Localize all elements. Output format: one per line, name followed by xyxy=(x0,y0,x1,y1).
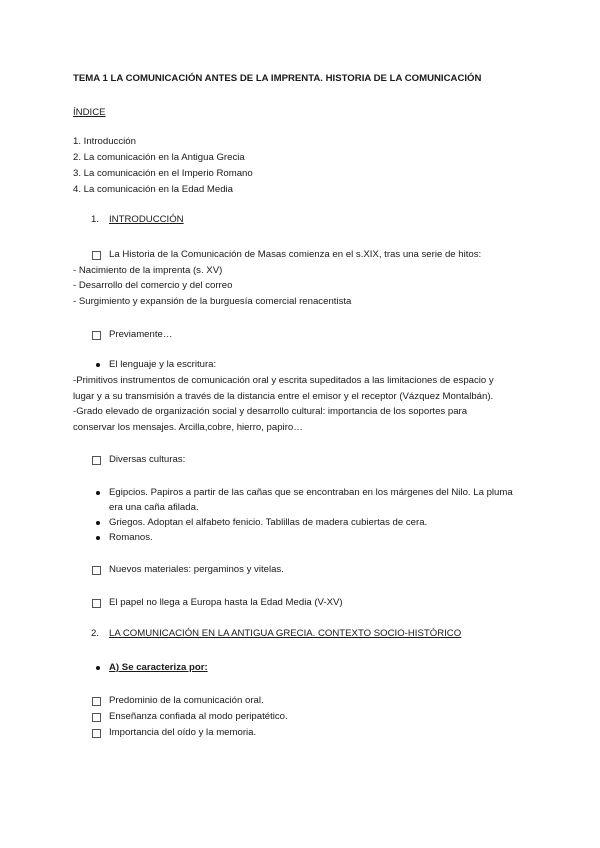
document-title: TEMA 1 LA COMUNICACIÓN ANTES DE LA IMPRENTA. HISTORIA DE LA COMUNICACIÓN xyxy=(73,73,482,84)
index-heading: ÍNDICE xyxy=(73,107,106,118)
bullet-icon xyxy=(96,363,100,367)
checkbox-item-text: Previamente… xyxy=(109,329,173,340)
checkbox-icon xyxy=(92,456,101,465)
checkbox-item-text: Nuevos materiales: pergaminos y vitelas. xyxy=(109,564,284,575)
checkbox-icon xyxy=(92,729,101,738)
bullet-icon xyxy=(96,521,100,525)
bullet-icon xyxy=(96,666,100,670)
paragraph-line: -Grado elevado de organización social y desarrollo cultural: importancia de los soportes para xyxy=(73,406,468,417)
index-item: 2. La comunicación en la Antigua Grecia xyxy=(73,152,245,163)
checkbox-item-text: Predominio de la comunicación oral. xyxy=(109,695,264,706)
list-item: - Surgimiento y expansión de la burguesía comercial renacentista xyxy=(73,296,352,307)
checkbox-icon xyxy=(92,566,101,575)
bullet-item-text: Egipcios. Papiros a partir de las cañas que se encontraban en los márgenes del Nilo. La pluma xyxy=(109,487,513,498)
index-item: 1. Introducción xyxy=(73,136,136,147)
paragraph-line: lugar y a su transmisión a través de la distancia entre el emisor y el receptor (Vázquez Montalbán). xyxy=(73,391,494,402)
index-item: 4. La comunicación en la Edad Media xyxy=(73,184,233,195)
checkbox-icon xyxy=(92,713,101,722)
paragraph-line: -Primitivos instrumentos de comunicación oral y escrita supeditados a las limitaciones de espacio y xyxy=(73,375,494,386)
checkbox-icon xyxy=(92,697,101,706)
bullet-item-text: El lenguaje y la escritura: xyxy=(109,359,217,370)
checkbox-icon xyxy=(92,331,101,340)
checkbox-item-text: La Historia de la Comunicación de Masas comienza en el s.XIX, tras una serie de hitos: xyxy=(109,249,482,260)
bullet-item-text: era una caña afilada. xyxy=(109,502,199,513)
bullet-icon xyxy=(96,536,100,540)
bullet-icon xyxy=(96,491,100,495)
subheading: A) Se caracteriza por: xyxy=(109,662,208,673)
section-number: 2. xyxy=(91,628,100,639)
list-item: - Nacimiento de la imprenta (s. XV) xyxy=(73,265,223,276)
checkbox-item-text: El papel no llega a Europa hasta la Edad Media (V-XV) xyxy=(109,597,343,608)
checkbox-item-text: Diversas culturas: xyxy=(109,454,186,465)
paragraph-line: conservar los mensajes. Arcilla,cobre, hierro, papiro… xyxy=(73,422,303,433)
list-item: - Desarrollo del comercio y del correo xyxy=(73,280,233,291)
checkbox-icon xyxy=(92,599,101,608)
section-heading: LA COMUNICACIÓN EN LA ANTIGUA GRECIA. CONTEXTO SOCIO-HISTÓRICO xyxy=(109,628,462,639)
bullet-item-text: Romanos. xyxy=(109,532,153,543)
index-item: 3. La comunicación en el Imperio Romano xyxy=(73,168,253,179)
checkbox-icon xyxy=(92,251,101,260)
section-heading: INTRODUCCIÓN xyxy=(109,214,184,225)
bullet-item-text: Griegos. Adoptan el alfabeto fenicio. Tablillas de madera cubiertas de cera. xyxy=(109,517,428,528)
checkbox-item-text: Importancia del oído y la memoria. xyxy=(109,727,257,738)
section-number: 1. xyxy=(91,214,100,225)
checkbox-item-text: Enseñanza confiada al modo peripatético. xyxy=(109,711,288,722)
